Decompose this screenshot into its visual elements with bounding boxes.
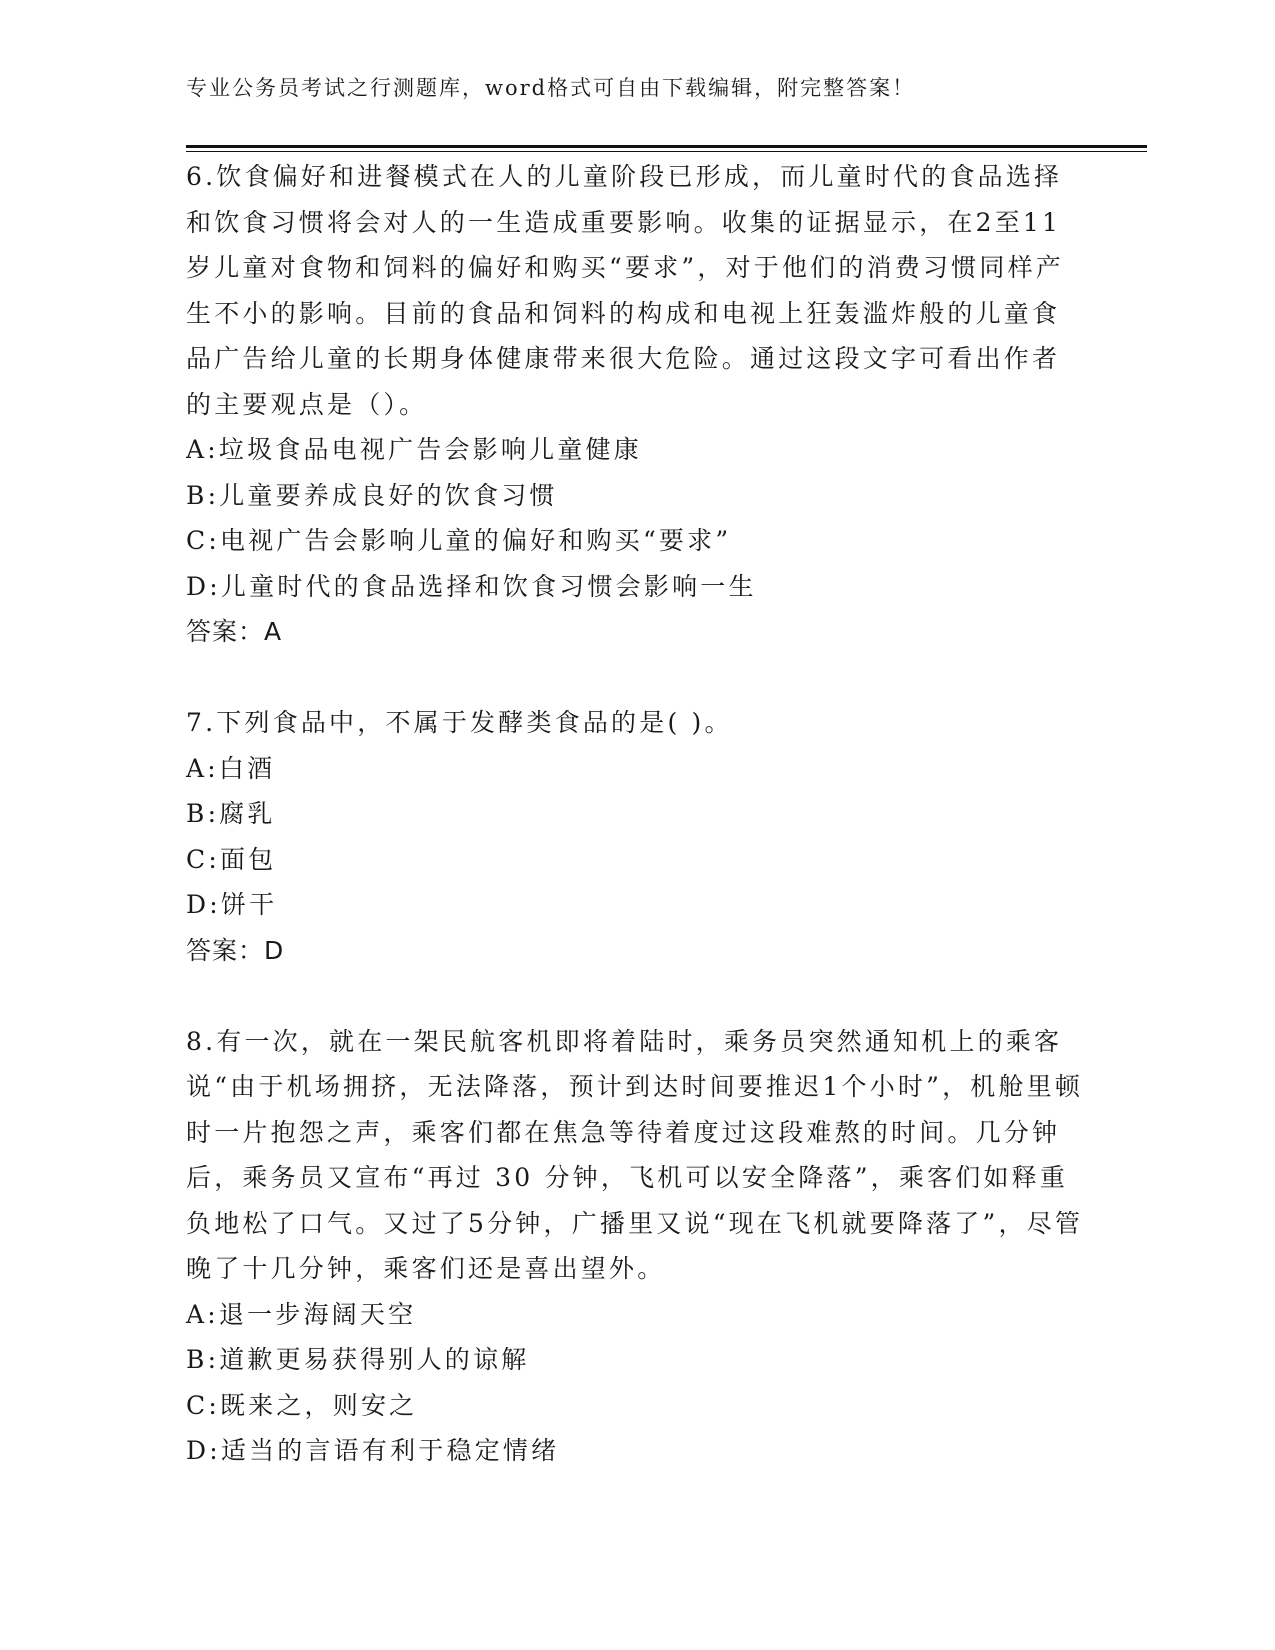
option-b: B:道歉更易获得别人的谅解	[186, 1345, 530, 1374]
header-rule-thick	[186, 145, 1147, 148]
option-a: A:垃圾食品电视广告会影响儿童健康	[186, 435, 642, 464]
answer-line: 答案：D	[186, 935, 285, 965]
option-d: D:适当的言语有利于稳定情绪	[186, 1436, 560, 1465]
option-a: A:白酒	[186, 753, 276, 783]
option-c: C:电视广告会影响儿童的偏好和购买“要求”	[186, 526, 732, 555]
option-b: B:儿童要养成良好的饮食习惯	[186, 480, 558, 510]
question-text: 8.有一次，就在一架民航客机即将着陆时，乘务员突然通知机上的乘客说“由于机场拥挤，无法降落，预计到达时间要推迟1个小时”，机舱里顿时一片抱怨之声，乘客们都在焦急等待着度过这段难熬的时间。几分钟后，乘务员又宣布“再过 30 分钟，飞机可以安全降落”，乘客们如释重负地松了口气。又过了5分钟，广播里又说“现在飞机就要降落了”，尽管晚了十几分钟，乘客们还是喜出望外。	[186, 1026, 1084, 1283]
page-header: 专业公务员考试之行测题库，word格式可自由下载编辑，附完整答案！	[186, 76, 916, 100]
option-a: A:退一步海阔天空	[186, 1299, 417, 1329]
question-6	[186, 154, 1086, 655]
spacer	[186, 973, 1086, 1019]
option-b: B:腐乳	[186, 799, 276, 828]
header-rule-thin	[186, 151, 1147, 152]
option-c: C:既来之，则安之	[186, 1390, 418, 1420]
spacer	[186, 655, 1086, 701]
question-8	[186, 1019, 1086, 1474]
option-c: C:面包	[186, 844, 277, 874]
option-d: D:饼干	[186, 890, 278, 919]
answer-line: 答案：A	[186, 617, 283, 646]
option-d: D:儿童时代的食品选择和饮食习惯会影响一生	[186, 571, 757, 601]
question-list	[186, 154, 1086, 1474]
question-text: 6.饮食偏好和进餐模式在人的儿童阶段已形成，而儿童时代的食品选择和饮食习惯将会对人的一生造成重要影响。收集的证据显示，在2至11岁儿童对食物和饲料的偏好和购买“要求”，对于他们的消费习惯同样产生不小的影响。目前的食品和饲料的构成和电视上狂轰滥炸般的儿童食品广告给儿童的长期身体健康带来很大危险。通过这段文字可看出作者的主要观点是（）。	[186, 162, 1064, 419]
question-7	[186, 700, 1086, 973]
question-text: 7.下列食品中，不属于发酵类食品的是( )。	[186, 708, 733, 737]
